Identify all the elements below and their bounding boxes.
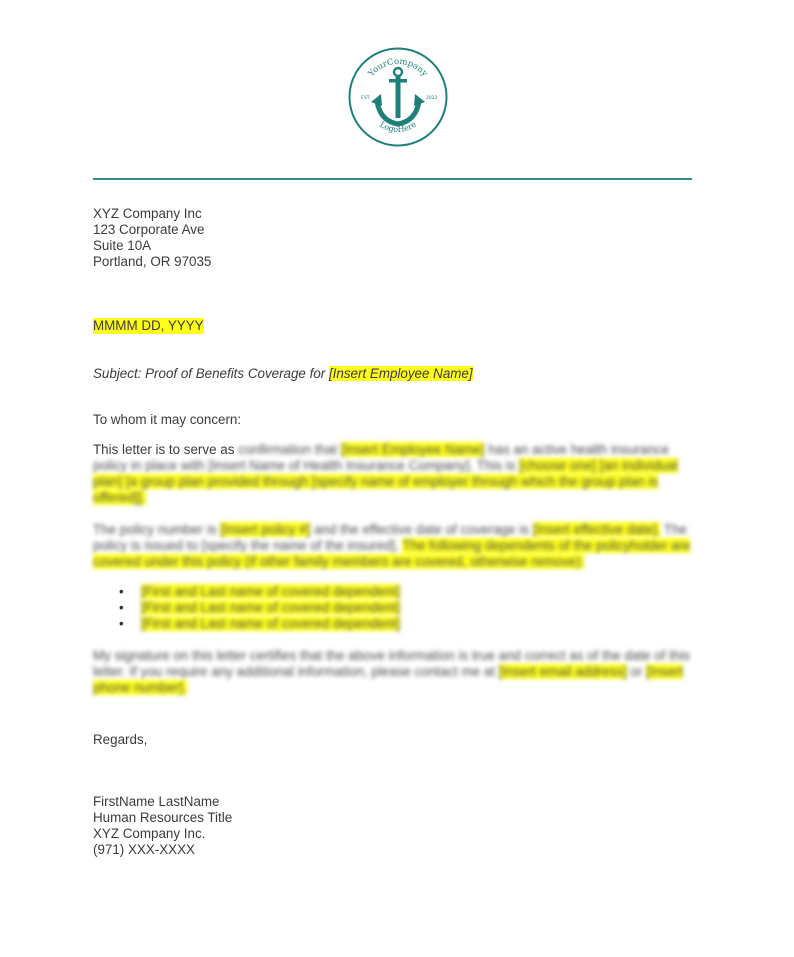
company-logo — [347, 46, 449, 148]
subject-placeholder: [Insert Employee Name] — [328, 366, 473, 381]
sender-address — [93, 206, 698, 270]
paragraph-3-text-2: or — [626, 664, 647, 679]
paragraph-3-highlight-1: [Insert email address] — [498, 664, 627, 679]
paragraph-2-highlight-1: [Insert policy #] — [220, 522, 311, 537]
paragraph-1-highlight-1: [Insert Employee Name] — [340, 442, 485, 457]
letter-body — [93, 206, 698, 858]
paragraph-3-highlight-2: [Insert phone number]. — [93, 664, 684, 695]
paragraph-2-text-1: The policy number is — [93, 522, 221, 537]
paragraph-2-text-2: and the effective date of coverage is — [310, 522, 533, 537]
logo-top-text: YourCompany — [366, 56, 430, 79]
header-divider — [93, 178, 692, 180]
dependents-list — [93, 584, 698, 632]
signature-company: XYZ Company Inc. — [93, 826, 206, 841]
subject-prefix: Subject: Proof of Benefits Coverage for — [93, 366, 329, 381]
logo-left-text: EST. — [361, 96, 371, 101]
signature-title: Human Resources Title — [93, 810, 233, 825]
paragraph-2 — [93, 522, 698, 570]
signature-block — [93, 794, 698, 858]
paragraph-1 — [93, 442, 698, 506]
dependent-name: [First and Last name of covered dependent] — [141, 616, 401, 631]
paragraph-1-text-1: confirmation that — [238, 442, 341, 457]
subject-line — [93, 366, 698, 382]
dependent-name: [First and Last name of covered dependent] — [141, 600, 401, 615]
paragraph-2-text-3: The policy is issued to [specify the name of the insured]. — [93, 522, 688, 553]
closing: Regards, — [93, 732, 148, 747]
paragraph-2-highlight-3: The following dependents of the policyholder are covered under this policy (if other family members are covered, otherwise remove): — [93, 538, 691, 569]
sender-company: XYZ Company Inc — [93, 206, 202, 221]
logo-bottom-text: LogoHere — [378, 119, 418, 135]
list-item — [141, 616, 698, 632]
paragraph-3-text-1: My signature on this letter certifies that the above information is true and correct as of the date of this letter. If you require any additional information, please contact me at — [93, 648, 690, 679]
letter-date: MMMM DD, YYYY — [93, 318, 204, 333]
sender-suite: Suite 10A — [93, 238, 152, 253]
greeting: To whom it may concern: — [93, 412, 242, 427]
list-item — [141, 584, 698, 600]
dependent-name: [First and Last name of covered dependent] — [141, 584, 401, 599]
signature-name: FirstName LastName — [93, 794, 220, 809]
sender-city: Portland, OR 97035 — [93, 254, 212, 269]
list-item — [141, 600, 698, 616]
paragraph-2-highlight-2: [Insert effective date]. — [532, 522, 661, 537]
signature-phone: (971) XXX-XXXX — [93, 842, 195, 857]
paragraph-1-text-2: has an active health insurance policy in place with [Insert Name of Health Insurance Company]. This is — [93, 442, 670, 473]
paragraph-3 — [93, 648, 698, 696]
paragraph-1-intro: This letter is to serve as — [93, 442, 239, 457]
logo-right-text: 2022 — [426, 96, 438, 101]
sender-street: 123 Corporate Ave — [93, 222, 205, 237]
paragraph-1-highlight-2: [choose one] [an individual plan] [a group plan provided through [specify name of employer through which the group plan is offered]]. — [93, 458, 678, 505]
